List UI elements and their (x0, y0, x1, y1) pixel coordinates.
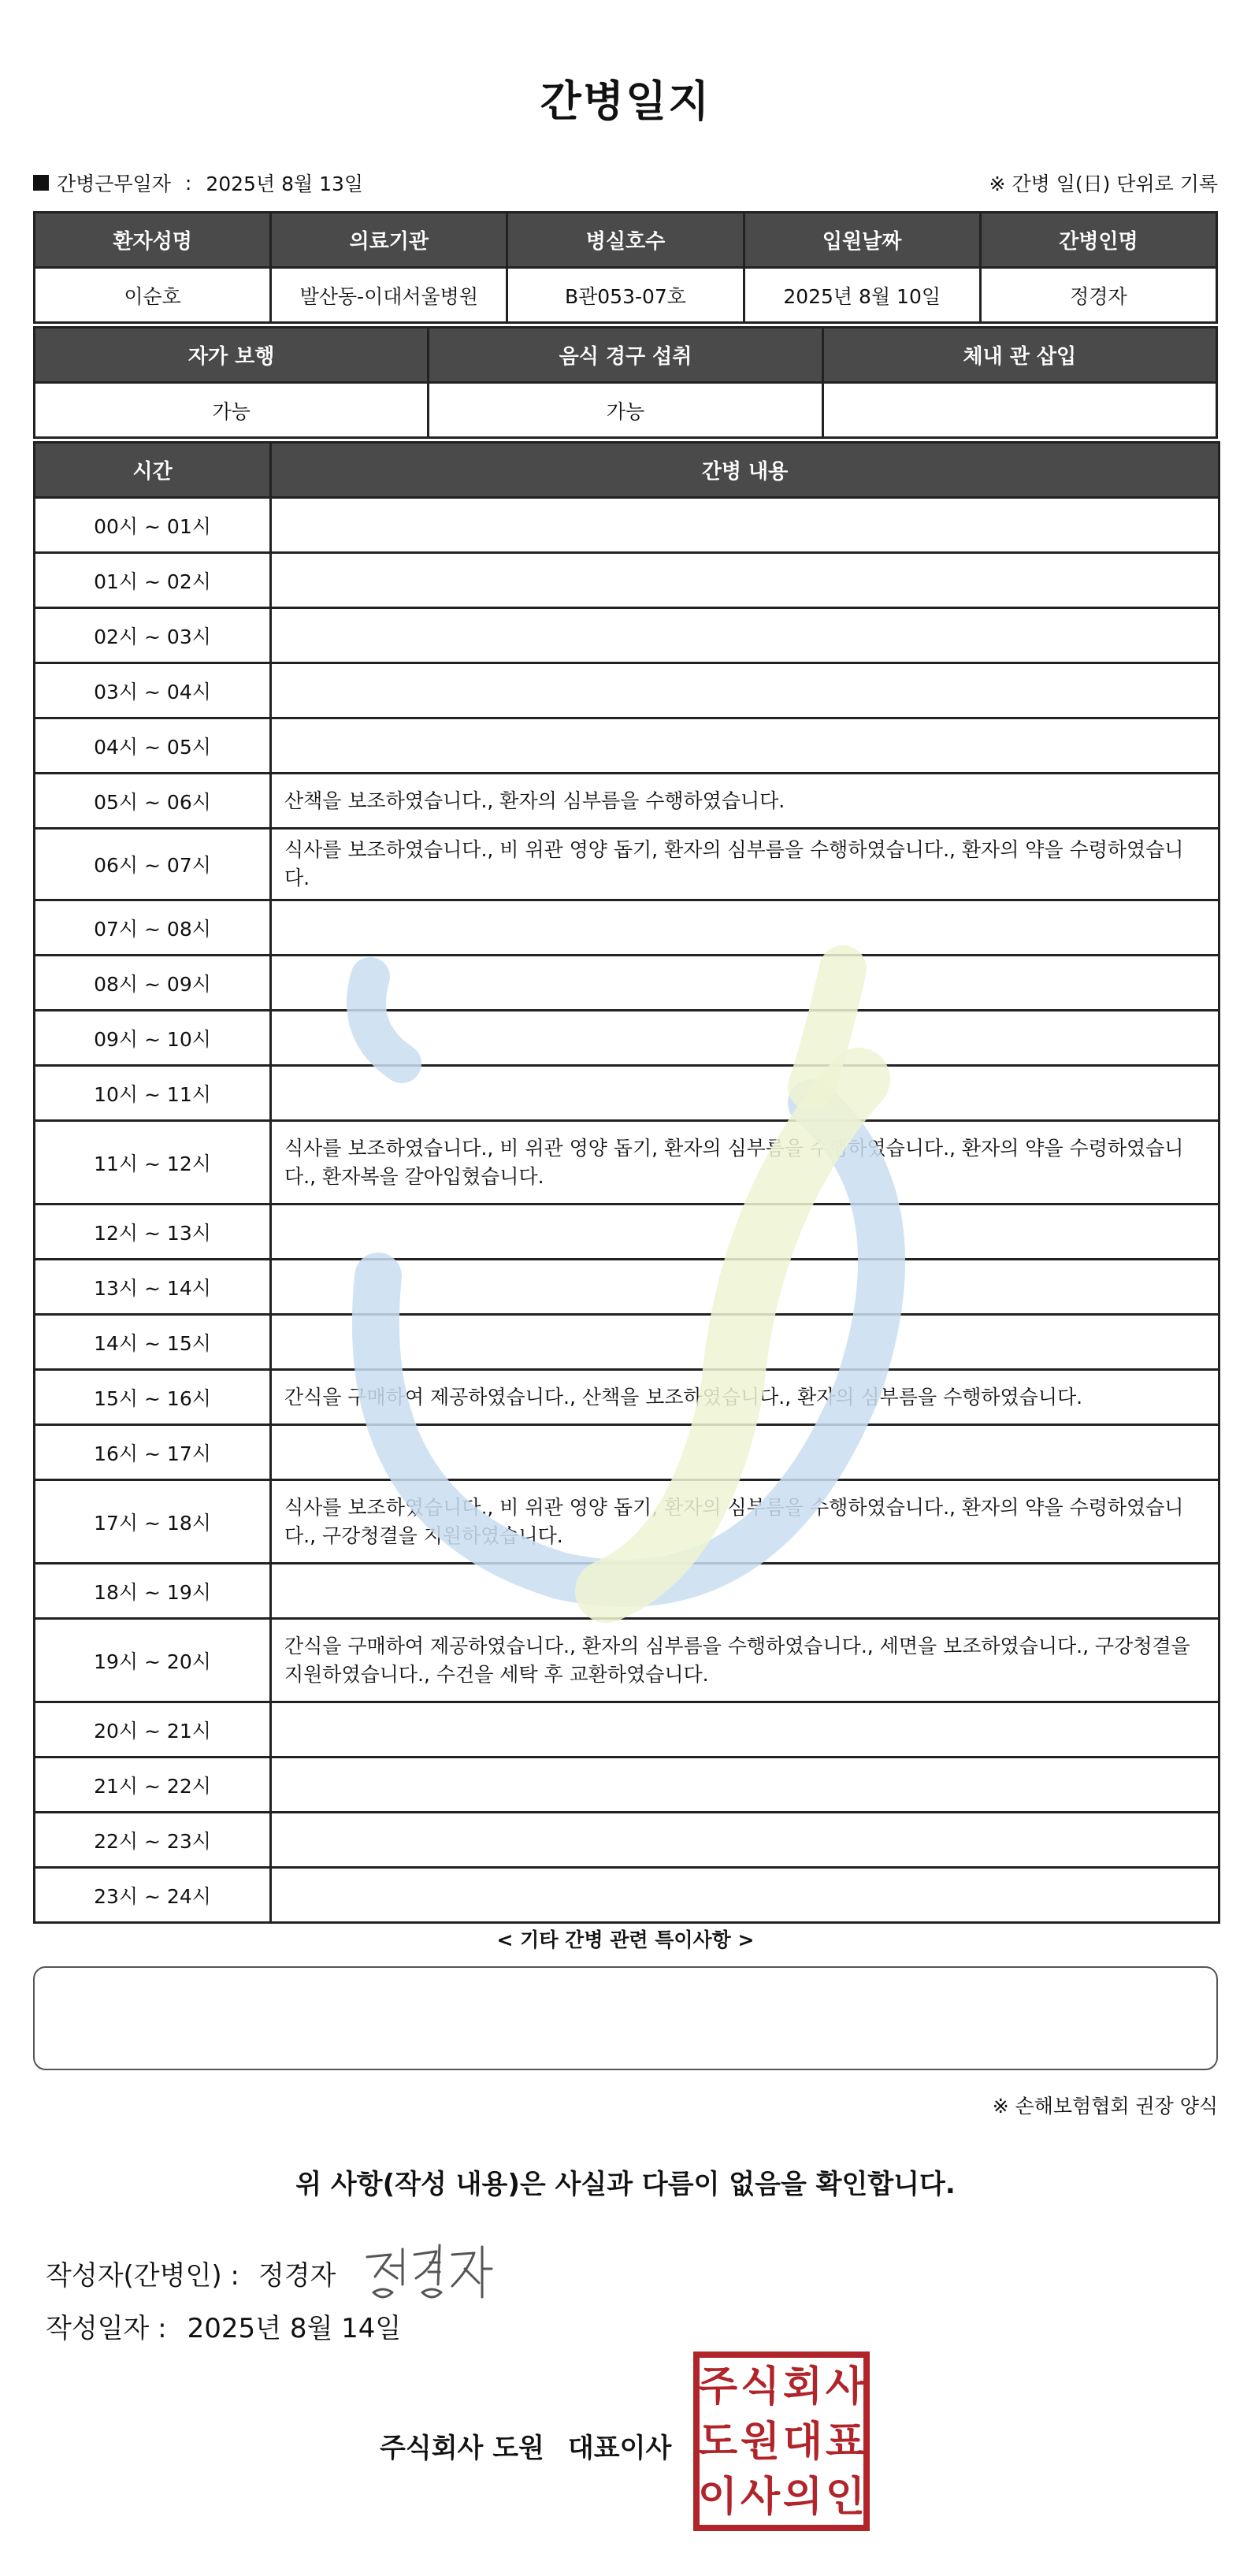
log-content (271, 1011, 1219, 1066)
log-time: 09시 ~ 10시 (35, 1011, 271, 1066)
log-time: 01시 ~ 02시 (35, 553, 271, 608)
seal-character: 표 (825, 2418, 866, 2466)
seal-character: 식 (740, 2363, 781, 2411)
written-date-row (46, 2307, 401, 2345)
care-log-table (33, 441, 1220, 1924)
work-date-separator: : (184, 171, 192, 195)
log-time: 17시 ~ 18시 (35, 1480, 271, 1564)
writer-row (46, 2237, 493, 2308)
log-content (271, 1758, 1219, 1813)
log-time: 21시 ~ 22시 (35, 1758, 271, 1813)
caregiver-name: 정경자 (980, 268, 1216, 323)
seal-character: 도 (697, 2418, 738, 2466)
table-row (35, 1564, 1219, 1619)
table-row (35, 498, 1219, 553)
log-content (271, 608, 1219, 663)
seal-character: 이 (697, 2474, 738, 2521)
log-time: 11시 ~ 12시 (35, 1121, 271, 1204)
header-patient-name: 환자성명 (35, 213, 271, 268)
patient-status-value-row (35, 383, 1217, 438)
handwritten-signature-icon (359, 2237, 493, 2308)
table-row (35, 1370, 1219, 1425)
log-content (271, 900, 1219, 956)
table-row (35, 1619, 1219, 1702)
patient-name: 이순호 (35, 268, 271, 323)
patient-status-table (33, 326, 1218, 439)
log-content (271, 718, 1219, 774)
patient-info-header-row (35, 213, 1217, 268)
table-row (35, 1204, 1219, 1260)
log-time: 12시 ~ 13시 (35, 1204, 271, 1260)
log-content (271, 498, 1219, 553)
log-time: 06시 ~ 07시 (35, 829, 271, 900)
header-tube-insertion: 체내 관 삽입 (822, 328, 1216, 383)
log-time: 08시 ~ 09시 (35, 956, 271, 1011)
confirm-statement: 위 사항(작성 내용)은 사실과 다름이 없음을 확인합니다. (295, 2169, 956, 2200)
log-content (271, 1813, 1219, 1868)
seal-character: 주 (697, 2363, 738, 2411)
patient-status-header-row (35, 328, 1217, 383)
log-content (271, 1868, 1219, 1923)
log-content: 식사를 보조하였습니다., 비 위관 영양 돕기, 환자의 심부름을 수행하였습니다., 환자의 약을 수령하였습니다. (271, 829, 1219, 900)
header-care-content: 간병 내용 (271, 443, 1219, 498)
log-content: 간식을 구매하여 제공하였습니다., 산책을 보조하였습니다., 환자의 심부름을 수행하였습니다. (271, 1370, 1219, 1425)
header-room: 병실호수 (507, 213, 744, 268)
meta-row (33, 167, 1218, 199)
log-content: 산책을 보조하였습니다., 환자의 심부름을 수행하였습니다. (271, 774, 1219, 829)
table-row (35, 1260, 1219, 1315)
table-row (35, 1066, 1219, 1121)
table-row (35, 553, 1219, 608)
seal-character: 회 (782, 2363, 823, 2411)
log-time: 19시 ~ 20시 (35, 1619, 271, 1702)
table-row (35, 663, 1219, 718)
log-time: 23시 ~ 24시 (35, 1868, 271, 1923)
log-content (271, 1204, 1219, 1260)
table-row (35, 1121, 1219, 1204)
log-content (271, 1564, 1219, 1619)
header-oral-intake: 음식 경구 섭취 (429, 328, 822, 383)
log-content (271, 956, 1219, 1011)
table-row (35, 1425, 1219, 1480)
table-row (35, 1011, 1219, 1066)
company-name: 주식회사 도원 (380, 2433, 544, 2464)
writer-label: 작성자(간병인) : (46, 2259, 239, 2292)
table-row (35, 1758, 1219, 1813)
log-content (271, 663, 1219, 718)
oral-intake-status: 가능 (429, 383, 822, 438)
company-representative: 대표이사 (567, 2433, 672, 2464)
admission-date: 2025년 8월 10일 (744, 268, 980, 323)
tube-insertion-status (822, 383, 1216, 438)
log-content: 식사를 보조하였습니다., 비 위관 영양 돕기, 환자의 심부름을 수행하였습니다., 환자의 약을 수령하였습니다., 구강청결을 지원하였습니다. (271, 1480, 1219, 1564)
written-date-value: 2025년 8월 14일 (187, 2313, 402, 2344)
log-content (271, 1702, 1219, 1758)
log-time: 07시 ~ 08시 (35, 900, 271, 956)
work-date-label: 간병근무일자 (57, 173, 171, 195)
header-time: 시간 (35, 443, 271, 498)
log-time: 15시 ~ 16시 (35, 1370, 271, 1425)
log-time: 18시 ~ 19시 (35, 1564, 271, 1619)
table-row (35, 956, 1219, 1011)
log-time: 02시 ~ 03시 (35, 608, 271, 663)
log-time: 00시 ~ 01시 (35, 498, 271, 553)
patient-info-table (33, 211, 1218, 324)
log-content (271, 1066, 1219, 1121)
log-time: 16시 ~ 17시 (35, 1425, 271, 1480)
log-content (271, 1260, 1219, 1315)
seal-character: 인 (825, 2474, 866, 2521)
table-row (35, 1813, 1219, 1868)
log-time: 04시 ~ 05시 (35, 718, 271, 774)
special-notes-box (33, 1966, 1218, 2070)
log-content (271, 1315, 1219, 1370)
square-bullet-icon (33, 175, 49, 191)
log-content: 간식을 구매하여 제공하였습니다., 환자의 심부름을 수행하였습니다., 세면을 보조하였습니다., 구강청결을 지원하였습니다., 수건을 세탁 후 교환하였습니다. (271, 1619, 1219, 1702)
hospital-name: 발산동-이대서울병원 (271, 268, 507, 323)
work-date-value: 2025년 8월 13일 (206, 173, 364, 195)
care-log-header-row (35, 443, 1219, 498)
table-row (35, 1480, 1219, 1564)
recommend-note: ※ 손해보험협회 권장 양식 (992, 2095, 1218, 2118)
room-number: B관053-07호 (507, 268, 744, 323)
writer-name: 정경자 (258, 2259, 336, 2292)
special-notes-title: < 기타 간병 관련 특이사항 > (496, 1928, 755, 1951)
log-time: 14시 ~ 15시 (35, 1315, 271, 1370)
header-hospital: 의료기관 (271, 213, 507, 268)
header-caregiver-name: 간병인명 (980, 213, 1216, 268)
document-title: 간병일지 (540, 76, 711, 126)
log-content (271, 1425, 1219, 1480)
log-content: 식사를 보조하였습니다., 비 위관 영양 돕기, 환자의 심부름을 수행하였습니다., 환자의 약을 수령하였습니다., 환자복을 갈아입혔습니다. (271, 1121, 1219, 1204)
table-row (35, 1315, 1219, 1370)
written-date-label: 작성일자 : (46, 2313, 167, 2344)
log-time: 10시 ~ 11시 (35, 1066, 271, 1121)
log-time: 13시 ~ 14시 (35, 1260, 271, 1315)
log-time: 05시 ~ 06시 (35, 774, 271, 829)
log-content (271, 553, 1219, 608)
work-date (33, 169, 363, 197)
header-walking: 자가 보행 (35, 328, 429, 383)
seal-character: 사 (825, 2363, 866, 2411)
table-row (35, 1868, 1219, 1923)
table-row (35, 900, 1219, 956)
seal-character: 의 (782, 2474, 823, 2521)
walking-status: 가능 (35, 383, 429, 438)
company-row (380, 2426, 671, 2465)
table-row (35, 718, 1219, 774)
seal-character: 사 (740, 2474, 781, 2521)
table-row (35, 608, 1219, 663)
table-row (35, 829, 1219, 900)
record-unit-note: ※ 간병 일(日) 단위로 기록 (989, 173, 1218, 195)
log-time: 22시 ~ 23시 (35, 1813, 271, 1868)
company-seal-icon (693, 2351, 870, 2531)
header-admission-date: 입원날짜 (744, 213, 980, 268)
log-time: 03시 ~ 04시 (35, 663, 271, 718)
patient-info-value-row (35, 268, 1217, 323)
log-time: 20시 ~ 21시 (35, 1702, 271, 1758)
seal-character: 대 (782, 2418, 823, 2466)
seal-character: 원 (740, 2418, 781, 2466)
table-row (35, 1702, 1219, 1758)
table-row (35, 774, 1219, 829)
